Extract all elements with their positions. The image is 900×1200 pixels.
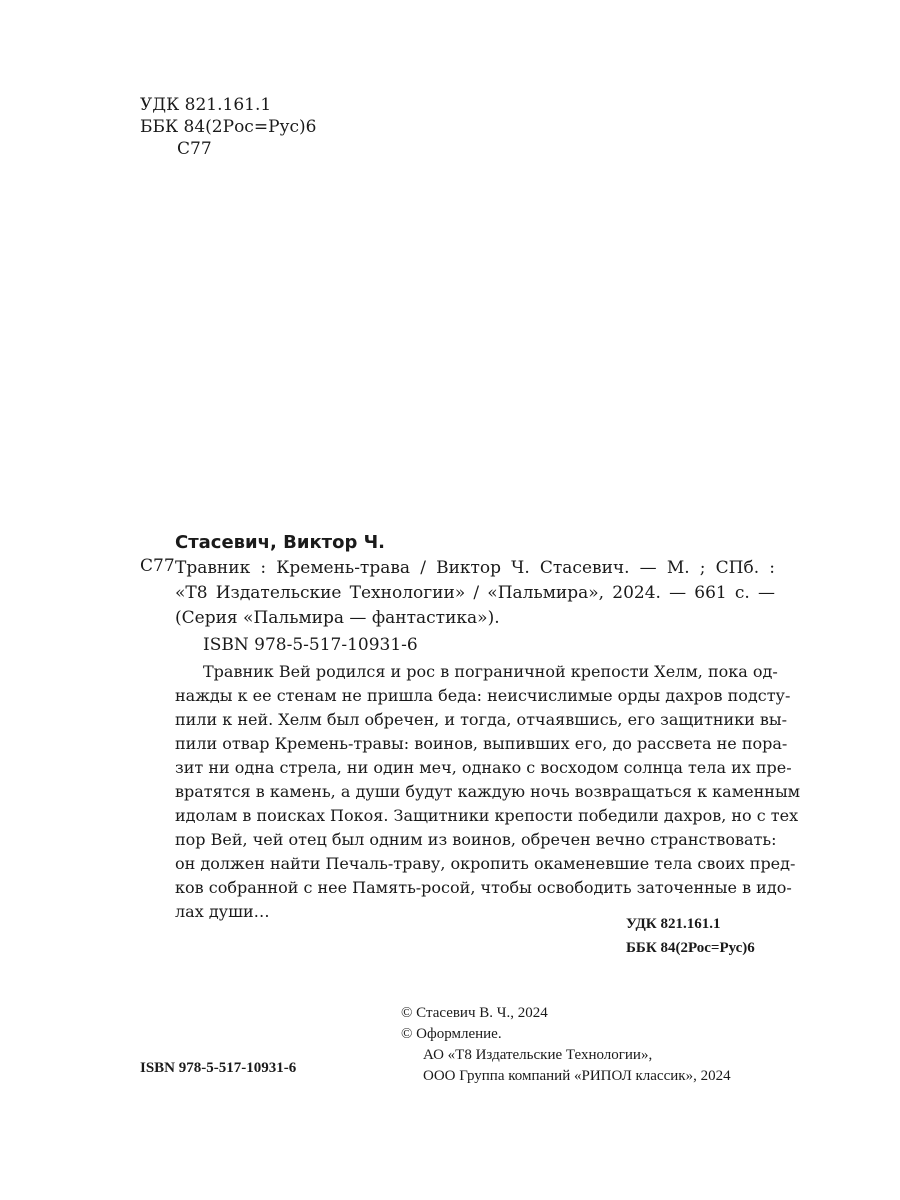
annotation-line: он должен найти Печаль-траву, окропить окаменевшие тела своих пред-: [175, 854, 796, 873]
copyright-author: © Стасевич В. Ч., 2024: [401, 1005, 548, 1021]
card-author: Стасевич, Виктор Ч.: [175, 532, 386, 553]
copyright-design: © Оформление.: [401, 1026, 502, 1042]
author-sign: С77: [177, 139, 212, 159]
copyright-publisher-2: ООО Группа компаний «РИПОЛ классик», 2024: [423, 1068, 731, 1084]
annotation-line: идолам в поисках Покоя. Защитники крепости победили дахров, но с тех: [175, 806, 799, 825]
annotation-line: ков собранной с нее Память-росой, чтобы освободить заточенные в идо-: [175, 878, 792, 897]
annotation: [175, 660, 801, 924]
annotation-line: лах души…: [175, 902, 270, 921]
annotation-line: пили к ней. Хелм был обречен, и тогда, отчаявшись, его защитники вы-: [175, 710, 788, 729]
biblio-line: Травник : Кремень-трава / Виктор Ч. Стасевич. — М. ; СПб. :: [175, 558, 775, 578]
card-author-sign: С77: [140, 556, 175, 576]
bbk-code: ББК 84(2Рос=Рус)6: [140, 117, 317, 137]
copyright-publisher-1: АО «Т8 Издательские Технологии»,: [423, 1047, 653, 1063]
bibliographic-description: [175, 556, 775, 631]
annotation-line: пили отвар Кремень-травы: воинов, выпивших его, до рассвета не пора-: [175, 734, 788, 753]
bottom-bbk-code: ББК 84(2Рос=Рус)6: [626, 940, 755, 956]
bottom-classification-codes: [626, 912, 755, 960]
card-isbn: ISBN 978-5-517-10931-6: [203, 635, 418, 655]
annotation-line: пор Вей, чей отец был одним из воинов, обречен вечно странствовать:: [175, 830, 777, 849]
annotation-line: зит ни одна стрела, ни один меч, однако с восходом солнца тела их пре-: [175, 758, 792, 777]
annotation-line: Травник Вей родился и рос в пограничной крепости Хелм, пока од-: [203, 662, 778, 681]
annotation-line: вратятся в камень, а души будут каждую ночь возвращаться к каменным: [175, 782, 801, 801]
bottom-udk-code: УДК 821.161.1: [626, 916, 721, 932]
copyright-block: [401, 1003, 731, 1087]
udk-code: УДК 821.161.1: [140, 95, 272, 115]
top-classification-codes: [140, 94, 316, 160]
bottom-isbn: ISBN 978-5-517-10931-6: [140, 1060, 297, 1076]
annotation-line: нажды к ее стенам не пришла беда: неисчислимые орды дахров подсту-: [175, 686, 791, 705]
biblio-line: (Серия «Пальмира — фантастика»).: [175, 608, 500, 628]
biblio-line: «Т8 Издательские Технологии» / «Пальмира», 2024. — 661 с. —: [175, 583, 775, 603]
